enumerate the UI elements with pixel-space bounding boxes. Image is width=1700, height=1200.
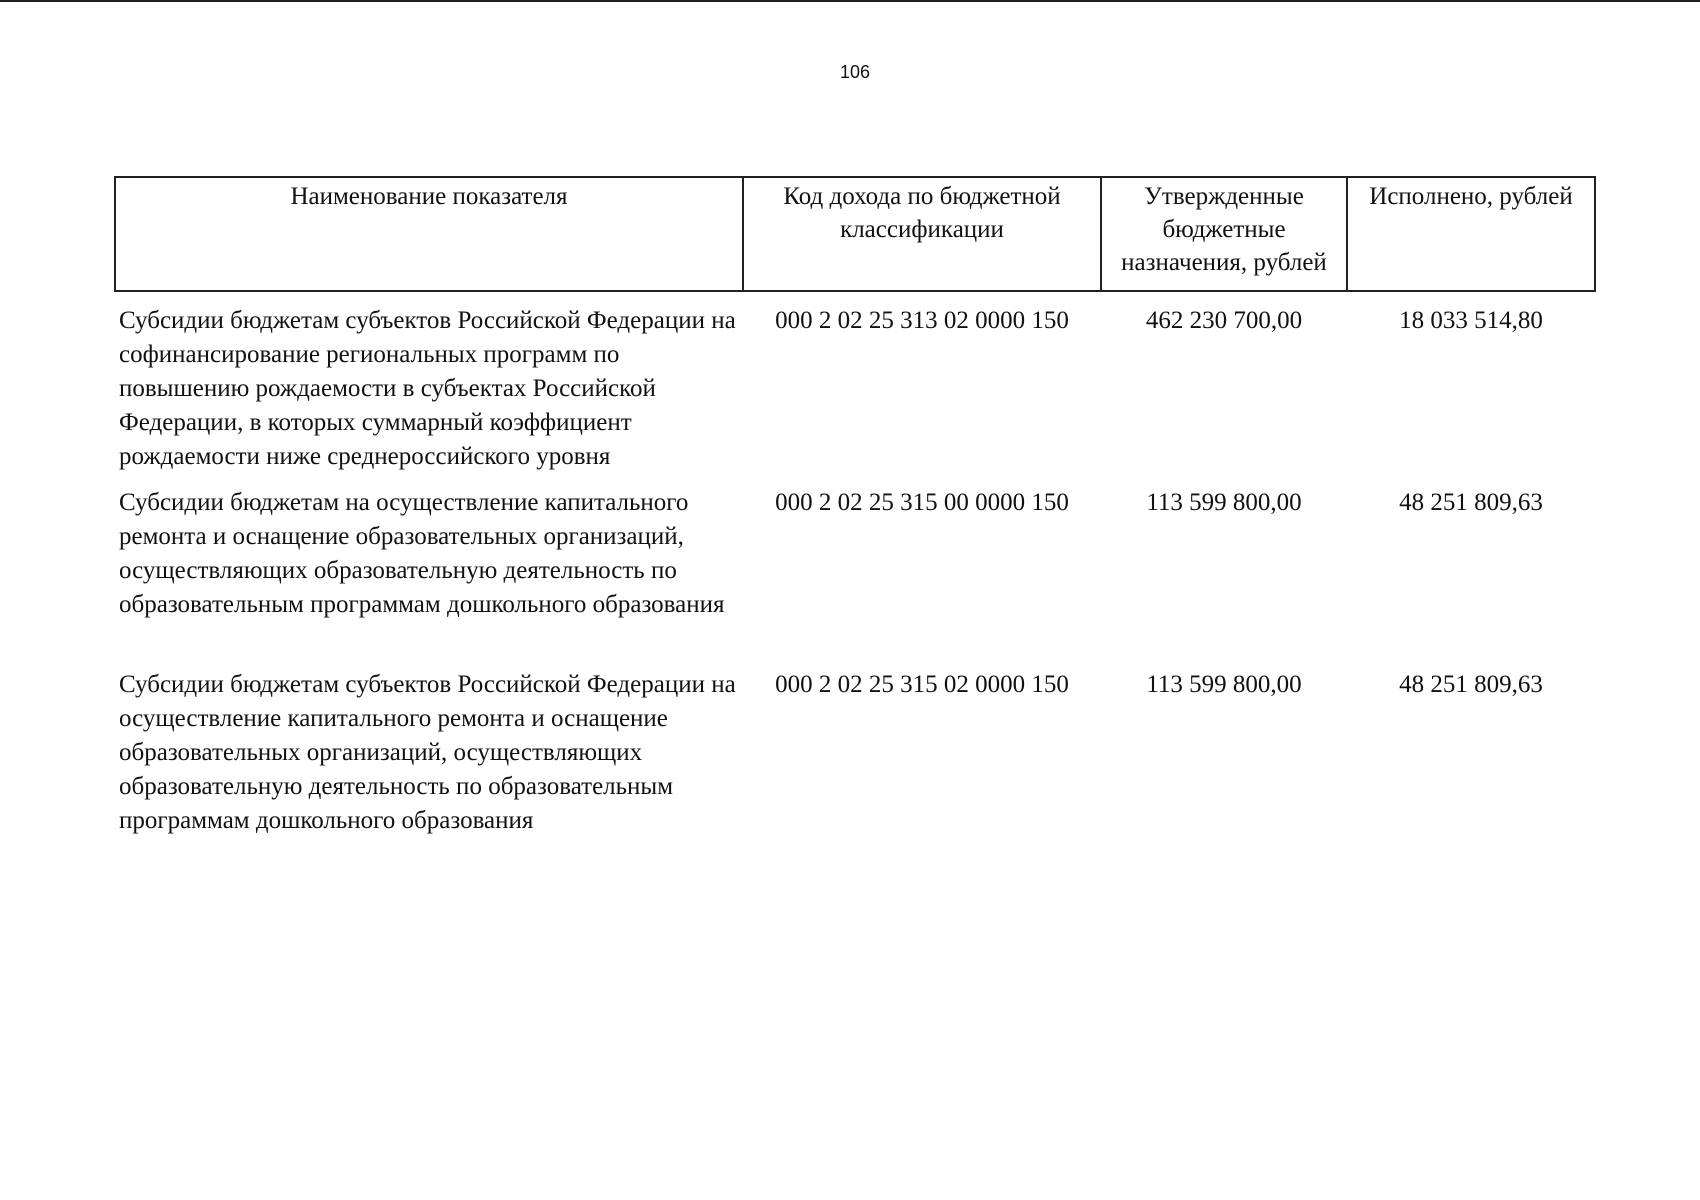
header-income-code: Код дохода по бюджетной классификации <box>743 177 1101 291</box>
header-executed-amount: Исполнено, рублей <box>1347 177 1595 291</box>
income-code: 000 2 02 25 313 02 0000 150 <box>775 307 1069 334</box>
table-header-row <box>115 177 1595 291</box>
approved-amount: 113 599 800,00 <box>1146 671 1302 698</box>
income-code: 000 2 02 25 315 02 0000 150 <box>775 671 1069 698</box>
table-row <box>115 482 1595 664</box>
table-row <box>115 664 1595 838</box>
table-row <box>115 291 1595 482</box>
page-number: 106 <box>839 62 871 82</box>
indicator-name: Субсидии бюджетам на осуществление капитального ремонта и оснащение образовательных организаций, осуществляющих образовательную деятельность по образовательным программам дошкольного образования <box>119 489 725 618</box>
header-indicator-name: Наименование показателя <box>115 177 743 291</box>
executed-amount: 48 251 809,63 <box>1399 671 1543 698</box>
approved-amount: 462 230 700,00 <box>1145 307 1303 334</box>
top-border-line <box>0 0 1700 2</box>
executed-amount: 18 033 514,80 <box>1399 307 1543 334</box>
budget-income-table <box>114 176 1596 838</box>
indicator-name: Субсидии бюджетам субъектов Российской Федерации на софинансирование региональных программ по повышению рождаемости в субъектах Российской Федерации, в которых суммарный коэффициент рождаемости ниже среднероссийского уровня <box>119 307 736 470</box>
header-approved-amount: Утвержденные бюджетные назначения, рублей <box>1101 177 1347 291</box>
executed-amount: 48 251 809,63 <box>1399 489 1543 516</box>
approved-amount: 113 599 800,00 <box>1146 489 1302 516</box>
income-code: 000 2 02 25 315 00 0000 150 <box>775 489 1069 516</box>
indicator-name: Субсидии бюджетам субъектов Российской Федерации на осуществление капитального ремонта и оснащение образовательных организаций, осуществляющих образовательную деятельность по образовательным программам дошкольного образования <box>119 671 736 834</box>
